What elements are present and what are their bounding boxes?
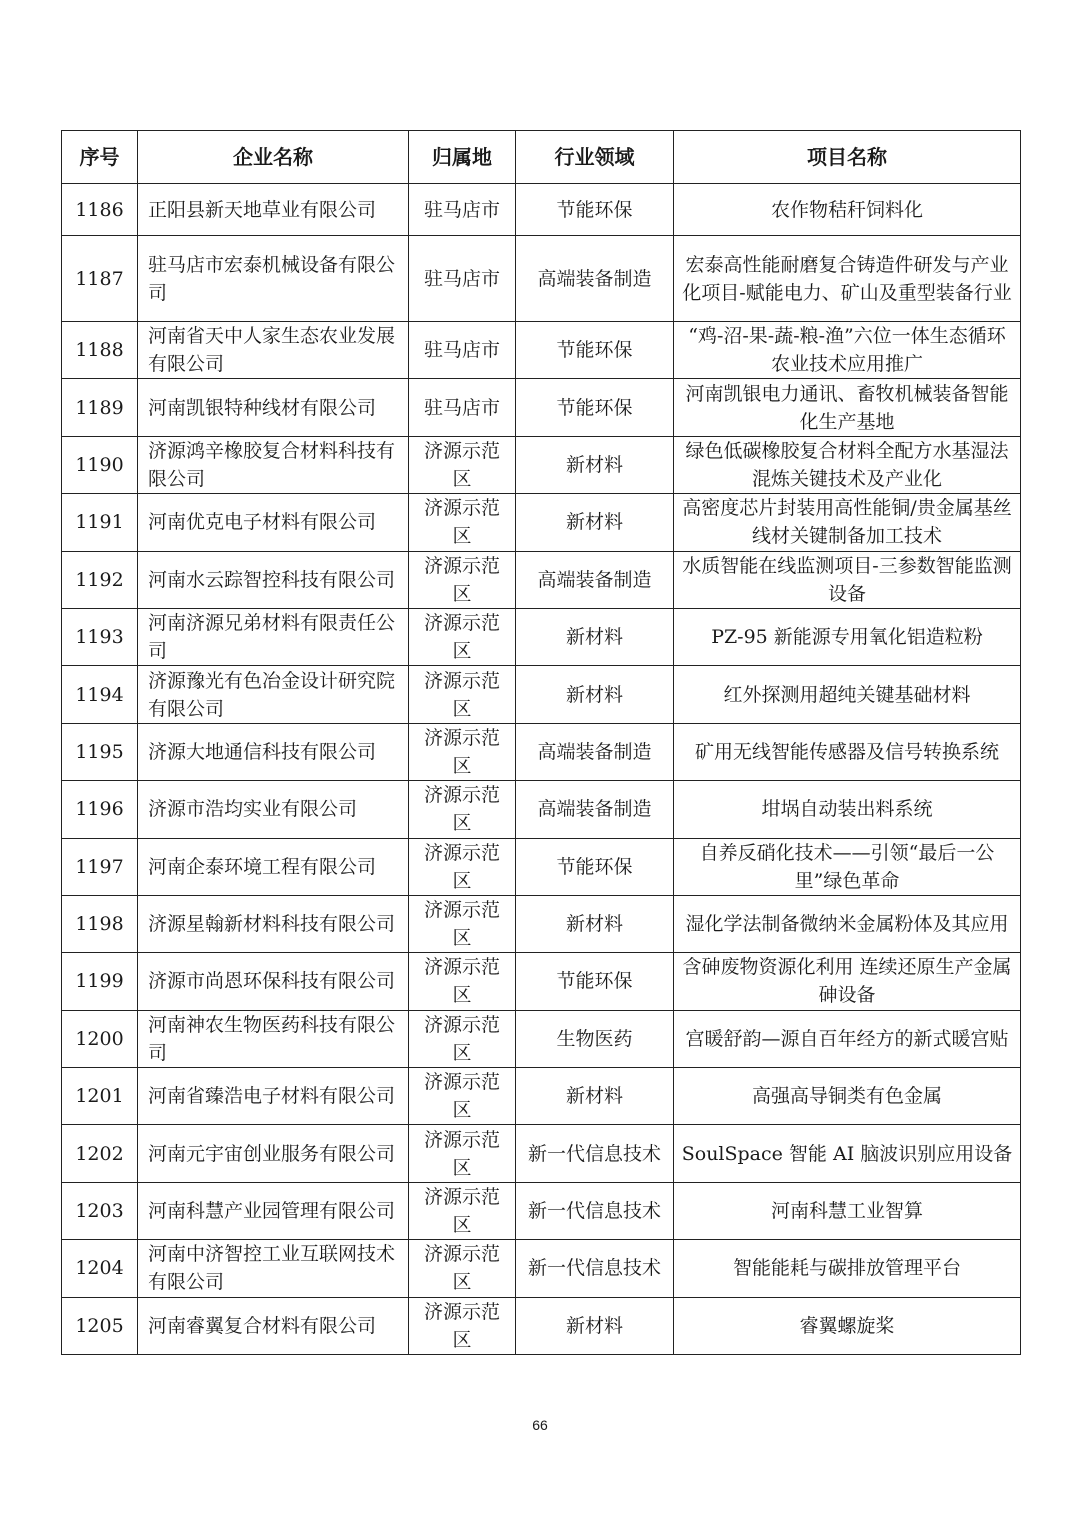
cell-industry: 新材料 <box>516 666 674 723</box>
table-row <box>62 1182 1021 1239</box>
cell-seq: 1194 <box>62 666 138 723</box>
cell-industry: 生物医药 <box>516 1010 674 1067</box>
cell-industry: 新一代信息技术 <box>516 1240 674 1297</box>
cell-company: 河南科慧产业园管理有限公司 <box>138 1182 409 1239</box>
cell-company: 河南元宇宙创业服务有限公司 <box>138 1125 409 1182</box>
cell-seq: 1195 <box>62 723 138 780</box>
cell-company: 正阳县新天地草业有限公司 <box>138 184 409 236</box>
cell-company: 济源市尚恩环保科技有限公司 <box>138 953 409 1010</box>
cell-location: 济源示范区 <box>409 551 516 608</box>
cell-company: 济源豫光有色冶金设计研究院有限公司 <box>138 666 409 723</box>
table-row <box>62 379 1021 436</box>
cell-project: 高密度芯片封装用高性能铜/贵金属基丝线材关键制备加工技术 <box>674 494 1021 551</box>
cell-seq: 1205 <box>62 1297 138 1354</box>
cell-company: 河南水云踪智控科技有限公司 <box>138 551 409 608</box>
table-row <box>62 781 1021 838</box>
cell-seq: 1189 <box>62 379 138 436</box>
cell-company: 驻马店市宏泰机械设备有限公司 <box>138 236 409 322</box>
cell-location: 驻马店市 <box>409 236 516 322</box>
cell-seq: 1192 <box>62 551 138 608</box>
cell-project: 红外探测用超纯关键基础材料 <box>674 666 1021 723</box>
cell-project: 农作物秸秆饲料化 <box>674 184 1021 236</box>
table-row <box>62 723 1021 780</box>
cell-location: 济源示范区 <box>409 838 516 895</box>
cell-industry: 高端装备制造 <box>516 781 674 838</box>
cell-location: 济源示范区 <box>409 494 516 551</box>
cell-seq: 1191 <box>62 494 138 551</box>
table-row <box>62 184 1021 236</box>
table-row <box>62 608 1021 665</box>
cell-company: 河南优克电子材料有限公司 <box>138 494 409 551</box>
cell-industry: 节能环保 <box>516 379 674 436</box>
cell-location: 济源示范区 <box>409 1068 516 1125</box>
cell-industry: 高端装备制造 <box>516 551 674 608</box>
cell-seq: 1198 <box>62 895 138 952</box>
table-row <box>62 494 1021 551</box>
table-row <box>62 236 1021 322</box>
cell-location: 济源示范区 <box>409 1297 516 1354</box>
table-row <box>62 1010 1021 1067</box>
cell-project: 智能能耗与碳排放管理平台 <box>674 1240 1021 1297</box>
cell-location: 济源示范区 <box>409 953 516 1010</box>
cell-company: 河南神农生物医药科技有限公司 <box>138 1010 409 1067</box>
cell-project: 坩埚自动装出料系统 <box>674 781 1021 838</box>
cell-company: 河南凯银特种线材有限公司 <box>138 379 409 436</box>
cell-company: 济源大地通信科技有限公司 <box>138 723 409 780</box>
header-seq: 序号 <box>62 131 138 184</box>
table-row <box>62 436 1021 493</box>
cell-seq: 1190 <box>62 436 138 493</box>
table-header-row <box>62 131 1021 184</box>
cell-industry: 节能环保 <box>516 953 674 1010</box>
cell-industry: 新材料 <box>516 1068 674 1125</box>
header-location: 归属地 <box>409 131 516 184</box>
cell-project: 宫暖舒韵—源自百年经方的新式暖宫贴 <box>674 1010 1021 1067</box>
cell-location: 济源示范区 <box>409 723 516 780</box>
cell-seq: 1197 <box>62 838 138 895</box>
cell-project: “鸡-沼-果-蔬-粮-渔”六位一体生态循环农业技术应用推广 <box>674 322 1021 379</box>
cell-company: 河南企泰环境工程有限公司 <box>138 838 409 895</box>
cell-location: 济源示范区 <box>409 1125 516 1182</box>
cell-seq: 1202 <box>62 1125 138 1182</box>
cell-location: 济源示范区 <box>409 895 516 952</box>
enterprise-table-container <box>61 130 1020 1355</box>
cell-industry: 新材料 <box>516 494 674 551</box>
cell-location: 驻马店市 <box>409 379 516 436</box>
cell-project: 湿化学法制备微纳米金属粉体及其应用 <box>674 895 1021 952</box>
cell-project: 河南科慧工业智算 <box>674 1182 1021 1239</box>
cell-seq: 1201 <box>62 1068 138 1125</box>
cell-project: 含砷废物资源化利用 连续还原生产金属砷设备 <box>674 953 1021 1010</box>
table-row <box>62 838 1021 895</box>
cell-industry: 新材料 <box>516 436 674 493</box>
cell-project: PZ-95 新能源专用氧化铝造粒粉 <box>674 608 1021 665</box>
cell-company: 河南省臻浩电子材料有限公司 <box>138 1068 409 1125</box>
page-number: 66 <box>532 1417 548 1433</box>
cell-location: 驻马店市 <box>409 184 516 236</box>
cell-location: 驻马店市 <box>409 322 516 379</box>
cell-industry: 新材料 <box>516 1297 674 1354</box>
table-row <box>62 1125 1021 1182</box>
cell-company: 济源星翰新材料科技有限公司 <box>138 895 409 952</box>
cell-industry: 新材料 <box>516 895 674 952</box>
table-body <box>62 184 1021 1355</box>
cell-location: 济源示范区 <box>409 781 516 838</box>
cell-location: 济源示范区 <box>409 608 516 665</box>
cell-project: 矿用无线智能传感器及信号转换系统 <box>674 723 1021 780</box>
cell-location: 济源示范区 <box>409 436 516 493</box>
cell-location: 济源示范区 <box>409 1010 516 1067</box>
cell-project: SoulSpace 智能 AI 脑波识别应用设备 <box>674 1125 1021 1182</box>
cell-project: 河南凯银电力通讯、畜牧机械装备智能化生产基地 <box>674 379 1021 436</box>
cell-location: 济源示范区 <box>409 1240 516 1297</box>
cell-seq: 1187 <box>62 236 138 322</box>
cell-project: 水质智能在线监测项目-三参数智能监测设备 <box>674 551 1021 608</box>
cell-industry: 新材料 <box>516 608 674 665</box>
cell-seq: 1188 <box>62 322 138 379</box>
cell-location: 济源示范区 <box>409 666 516 723</box>
cell-industry: 新一代信息技术 <box>516 1182 674 1239</box>
cell-seq: 1199 <box>62 953 138 1010</box>
table-row <box>62 895 1021 952</box>
cell-project: 高强高导铜类有色金属 <box>674 1068 1021 1125</box>
cell-company: 济源鸿辛橡胶复合材料科技有限公司 <box>138 436 409 493</box>
cell-company: 河南济源兄弟材料有限责任公司 <box>138 608 409 665</box>
header-project: 项目名称 <box>674 131 1021 184</box>
cell-industry: 节能环保 <box>516 838 674 895</box>
cell-company: 济源市浩均实业有限公司 <box>138 781 409 838</box>
cell-company: 河南睿翼复合材料有限公司 <box>138 1297 409 1354</box>
cell-project: 睿翼螺旋桨 <box>674 1297 1021 1354</box>
table-row <box>62 1068 1021 1125</box>
cell-seq: 1203 <box>62 1182 138 1239</box>
enterprise-project-table <box>61 130 1021 1355</box>
table-row <box>62 551 1021 608</box>
cell-seq: 1186 <box>62 184 138 236</box>
cell-company: 河南中济智控工业互联网技术有限公司 <box>138 1240 409 1297</box>
cell-industry: 高端装备制造 <box>516 723 674 780</box>
cell-industry: 节能环保 <box>516 322 674 379</box>
table-row <box>62 1297 1021 1354</box>
table-row <box>62 322 1021 379</box>
cell-industry: 新一代信息技术 <box>516 1125 674 1182</box>
cell-location: 济源示范区 <box>409 1182 516 1239</box>
cell-industry: 高端装备制造 <box>516 236 674 322</box>
table-row <box>62 1240 1021 1297</box>
cell-industry: 节能环保 <box>516 184 674 236</box>
cell-seq: 1204 <box>62 1240 138 1297</box>
cell-seq: 1196 <box>62 781 138 838</box>
cell-seq: 1200 <box>62 1010 138 1067</box>
cell-project: 宏泰高性能耐磨复合铸造件研发与产业化项目-赋能电力、矿山及重型装备行业 <box>674 236 1021 322</box>
cell-seq: 1193 <box>62 608 138 665</box>
header-company: 企业名称 <box>138 131 409 184</box>
header-industry: 行业领域 <box>516 131 674 184</box>
table-row <box>62 953 1021 1010</box>
cell-company: 河南省天中人家生态农业发展有限公司 <box>138 322 409 379</box>
cell-project: 绿色低碳橡胶复合材料全配方水基湿法混炼关键技术及产业化 <box>674 436 1021 493</box>
cell-project: 自养反硝化技术——引领“最后一公里”绿色革命 <box>674 838 1021 895</box>
table-row <box>62 666 1021 723</box>
